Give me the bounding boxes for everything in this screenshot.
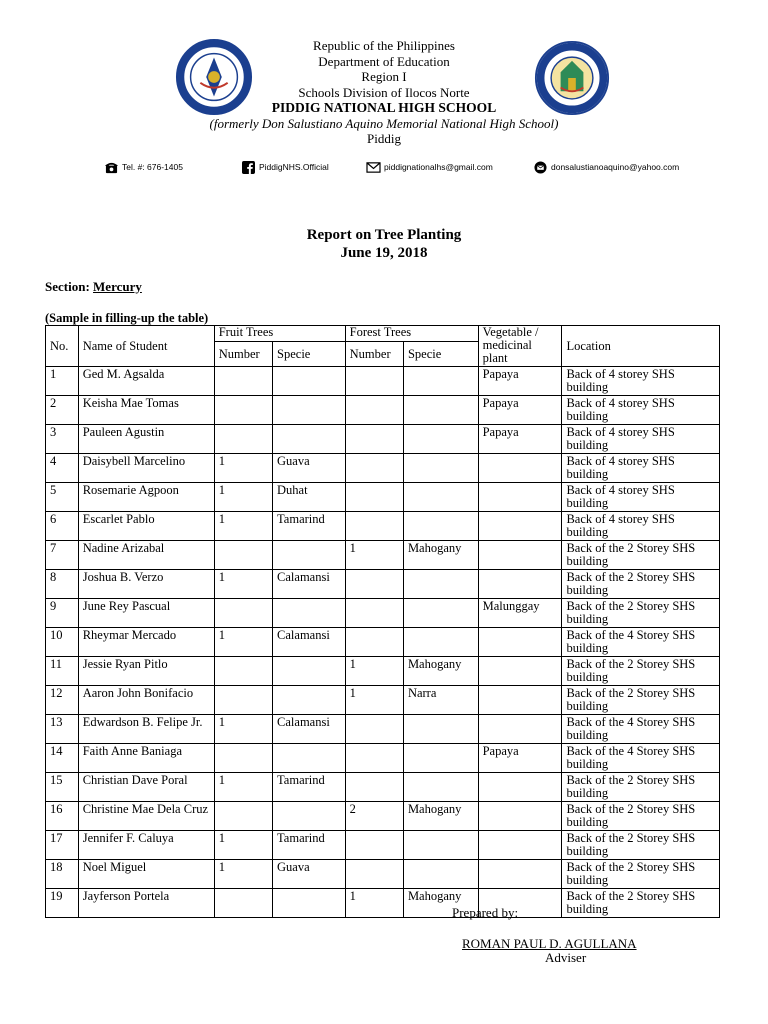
- cell-forest-number: [345, 831, 403, 860]
- cell-vegetable: [478, 860, 562, 889]
- cell-fruit-number: 1: [214, 831, 272, 860]
- preparer-name: ROMAN PAUL D. AGULLANA: [462, 936, 637, 951]
- contact-facebook: [241, 158, 329, 176]
- header-forest-trees: Forest Trees: [345, 326, 478, 342]
- header-line-region: Region I: [361, 69, 407, 84]
- table-row: [46, 831, 720, 860]
- cell-fruit-number: 1: [214, 570, 272, 599]
- cell-fruit-number: [214, 599, 272, 628]
- header-line-department: Department of Education: [318, 53, 450, 69]
- cell-name: Jessie Ryan Pitlo: [78, 657, 214, 686]
- cell-name: Edwardson B. Felipe Jr.: [78, 715, 214, 744]
- cell-no: 7: [46, 541, 79, 570]
- cell-name: Aaron John Bonifacio: [78, 686, 214, 715]
- table-row: [46, 686, 720, 715]
- table-row: [46, 889, 720, 918]
- cell-fruit-specie: Guava: [273, 454, 346, 483]
- cell-no: 17: [46, 831, 79, 860]
- header-fruit-trees: Fruit Trees: [214, 326, 345, 342]
- cell-location: Back of the 4 Storey SHS building: [562, 715, 720, 744]
- facebook-icon: [241, 161, 256, 174]
- cell-name: Nadine Arizabal: [78, 541, 214, 570]
- table-row: [46, 541, 720, 570]
- cell-fruit-number: [214, 657, 272, 686]
- cell-forest-number: [345, 715, 403, 744]
- header-vegetable: Vegetable / medicinal plant: [478, 326, 562, 367]
- cell-vegetable: [478, 657, 562, 686]
- phone-icon: [104, 161, 119, 174]
- cell-location: Back of the 2 Storey SHS building: [562, 570, 720, 599]
- cell-location: Back of the 2 Storey SHS building: [562, 686, 720, 715]
- school-town: Piddig: [367, 131, 401, 146]
- cell-vegetable: [478, 831, 562, 860]
- table-row: [46, 657, 720, 686]
- contact-email-text: piddignationalhs@gmail.com: [384, 162, 493, 172]
- cell-name: Ged M. Agsalda: [78, 367, 214, 396]
- cell-fruit-specie: Tamarind: [273, 512, 346, 541]
- cell-forest-specie: [403, 483, 478, 512]
- table-row: [46, 483, 720, 512]
- cell-fruit-specie: [273, 802, 346, 831]
- table-row: [46, 425, 720, 454]
- cell-vegetable: [478, 454, 562, 483]
- cell-location: Back of 4 storey SHS building: [562, 483, 720, 512]
- cell-name: Rheymar Mercado: [78, 628, 214, 657]
- cell-name: Escarlet Pablo: [78, 512, 214, 541]
- table-row: [46, 744, 720, 773]
- cell-fruit-specie: Calamansi: [273, 628, 346, 657]
- cell-forest-specie: Mahogany: [403, 541, 478, 570]
- cell-vegetable: [478, 570, 562, 599]
- cell-no: 1: [46, 367, 79, 396]
- cell-no: 4: [46, 454, 79, 483]
- cell-fruit-number: [214, 802, 272, 831]
- cell-location: Back of 4 storey SHS building: [562, 454, 720, 483]
- cell-no: 6: [46, 512, 79, 541]
- cell-vegetable: [478, 715, 562, 744]
- cell-name: Daisybell Marcelino: [78, 454, 214, 483]
- table-row: [46, 454, 720, 483]
- cell-fruit-specie: Calamansi: [273, 570, 346, 599]
- cell-fruit-number: 1: [214, 483, 272, 512]
- cell-name: Pauleen Agustin: [78, 425, 214, 454]
- cell-forest-specie: Mahogany: [403, 889, 478, 918]
- table-body: [46, 367, 720, 918]
- cell-fruit-specie: [273, 889, 346, 918]
- cell-fruit-specie: [273, 686, 346, 715]
- cell-location: Back of the 2 Storey SHS building: [562, 860, 720, 889]
- cell-forest-specie: [403, 715, 478, 744]
- header-forest-specie: Specie: [403, 342, 478, 367]
- letterhead: [0, 38, 768, 147]
- cell-forest-specie: [403, 396, 478, 425]
- cell-forest-number: [345, 599, 403, 628]
- cell-forest-number: [345, 454, 403, 483]
- cell-fruit-number: [214, 396, 272, 425]
- cell-forest-number: [345, 628, 403, 657]
- cell-forest-specie: [403, 512, 478, 541]
- section-value: Mercury: [93, 279, 142, 294]
- cell-no: 15: [46, 773, 79, 802]
- cell-no: 19: [46, 889, 79, 918]
- table-row: [46, 802, 720, 831]
- contact-facebook-text: PiddigNHS.Official: [259, 162, 329, 172]
- yahoo-icon: [533, 161, 548, 174]
- cell-forest-specie: [403, 860, 478, 889]
- table-row: [46, 367, 720, 396]
- cell-vegetable: [478, 686, 562, 715]
- cell-no: 9: [46, 599, 79, 628]
- cell-fruit-specie: Tamarind: [273, 773, 346, 802]
- cell-no: 16: [46, 802, 79, 831]
- cell-no: 13: [46, 715, 79, 744]
- cell-forest-specie: [403, 367, 478, 396]
- report-title-line: Report on Tree Planting: [306, 227, 462, 243]
- cell-fruit-number: [214, 889, 272, 918]
- cell-vegetable: Papaya: [478, 396, 562, 425]
- contact-phone: [104, 158, 183, 176]
- cell-name: Keisha Mae Tomas: [78, 396, 214, 425]
- cell-fruit-specie: [273, 744, 346, 773]
- cell-fruit-number: [214, 686, 272, 715]
- cell-forest-number: 1: [345, 657, 403, 686]
- cell-forest-number: [345, 860, 403, 889]
- cell-forest-specie: Mahogany: [403, 802, 478, 831]
- cell-location: Back of the 2 Storey SHS building: [562, 831, 720, 860]
- cell-no: 8: [46, 570, 79, 599]
- cell-no: 14: [46, 744, 79, 773]
- header-line-division: Schools Division of Ilocos Norte: [298, 84, 470, 100]
- cell-forest-specie: [403, 454, 478, 483]
- cell-fruit-number: [214, 744, 272, 773]
- cell-location: Back of the 4 Storey SHS building: [562, 628, 720, 657]
- cell-forest-number: [345, 367, 403, 396]
- school-former-name: (formerly Don Salustiano Aquino Memorial National High School): [209, 115, 559, 131]
- cell-location: Back of the 2 Storey SHS building: [562, 541, 720, 570]
- header-location: Location: [562, 326, 720, 367]
- cell-fruit-specie: [273, 367, 346, 396]
- cell-location: Back of 4 storey SHS building: [562, 425, 720, 454]
- prepared-by-label: Prepared by:: [452, 905, 519, 920]
- section-label: Section:: [45, 279, 90, 294]
- cell-vegetable: Malunggay: [478, 599, 562, 628]
- cell-forest-number: [345, 396, 403, 425]
- cell-name: Jayferson Portela: [78, 889, 214, 918]
- contact-phone-text: Tel. #: 676-1405: [122, 162, 183, 172]
- cell-location: Back of the 2 Storey SHS building: [562, 599, 720, 628]
- cell-location: Back of the 2 Storey SHS building: [562, 773, 720, 802]
- cell-vegetable: Papaya: [478, 367, 562, 396]
- cell-fruit-number: 1: [214, 860, 272, 889]
- header-fruit-number: Number: [214, 342, 272, 367]
- cell-forest-specie: [403, 425, 478, 454]
- cell-forest-number: [345, 425, 403, 454]
- cell-no: 11: [46, 657, 79, 686]
- cell-no: 5: [46, 483, 79, 512]
- cell-name: Christian Dave Poral: [78, 773, 214, 802]
- cell-fruit-number: [214, 541, 272, 570]
- cell-fruit-number: 1: [214, 773, 272, 802]
- cell-fruit-specie: Duhat: [273, 483, 346, 512]
- cell-name: Faith Anne Baniaga: [78, 744, 214, 773]
- cell-fruit-number: 1: [214, 628, 272, 657]
- cell-location: Back of the 2 Storey SHS building: [562, 657, 720, 686]
- section-field: [45, 279, 142, 295]
- cell-vegetable: [478, 541, 562, 570]
- cell-vegetable: Papaya: [478, 425, 562, 454]
- cell-fruit-specie: Tamarind: [273, 831, 346, 860]
- cell-no: 10: [46, 628, 79, 657]
- cell-forest-specie: Narra: [403, 686, 478, 715]
- cell-vegetable: [478, 628, 562, 657]
- contact-yahoo-text: donsalustianoaquino@yahoo.com: [551, 162, 680, 172]
- cell-no: 18: [46, 860, 79, 889]
- cell-vegetable: [478, 773, 562, 802]
- cell-forest-number: 1: [345, 541, 403, 570]
- cell-vegetable: [478, 802, 562, 831]
- cell-vegetable: [478, 483, 562, 512]
- table-row: [46, 715, 720, 744]
- header-fruit-specie: Specie: [273, 342, 346, 367]
- cell-name: Jennifer F. Caluya: [78, 831, 214, 860]
- cell-vegetable: Papaya: [478, 744, 562, 773]
- cell-fruit-specie: Guava: [273, 860, 346, 889]
- cell-no: 3: [46, 425, 79, 454]
- email-icon: [366, 161, 381, 174]
- cell-name: Noel Miguel: [78, 860, 214, 889]
- school-name: PIDDIG NATIONAL HIGH SCHOOL: [271, 100, 497, 115]
- cell-no: 12: [46, 686, 79, 715]
- table-row: [46, 512, 720, 541]
- table-row: [46, 628, 720, 657]
- cell-forest-number: [345, 744, 403, 773]
- cell-fruit-specie: [273, 599, 346, 628]
- cell-fruit-specie: Calamansi: [273, 715, 346, 744]
- sample-note: (Sample in filling-up the table): [45, 311, 209, 325]
- contact-yahoo: [533, 158, 679, 176]
- cell-forest-number: [345, 773, 403, 802]
- cell-name: Joshua B. Verzo: [78, 570, 214, 599]
- cell-forest-specie: [403, 628, 478, 657]
- cell-forest-number: 1: [345, 889, 403, 918]
- report-date: June 19, 2018: [340, 245, 428, 261]
- cell-fruit-number: 1: [214, 715, 272, 744]
- cell-fruit-number: [214, 367, 272, 396]
- cell-fruit-specie: [273, 541, 346, 570]
- cell-fruit-specie: [273, 425, 346, 454]
- header-no: No.: [46, 326, 79, 367]
- cell-forest-specie: Mahogany: [403, 657, 478, 686]
- preparer-position: Adviser: [545, 950, 587, 965]
- cell-fruit-specie: [273, 396, 346, 425]
- header-name: Name of Student: [78, 326, 214, 367]
- cell-forest-specie: [403, 831, 478, 860]
- cell-forest-number: 2: [345, 802, 403, 831]
- cell-forest-specie: [403, 744, 478, 773]
- cell-forest-specie: [403, 599, 478, 628]
- table-row: [46, 396, 720, 425]
- cell-forest-number: [345, 512, 403, 541]
- cell-fruit-number: 1: [214, 512, 272, 541]
- report-title: [0, 226, 768, 262]
- cell-location: Back of 4 storey SHS building: [562, 396, 720, 425]
- tree-planting-table: [45, 325, 720, 918]
- cell-location: Back of 4 storey SHS building: [562, 367, 720, 396]
- cell-location: Back of the 2 Storey SHS building: [562, 802, 720, 831]
- cell-forest-number: [345, 483, 403, 512]
- contact-email: [366, 158, 493, 176]
- table-row: [46, 773, 720, 802]
- cell-fruit-number: 1: [214, 454, 272, 483]
- cell-name: Christine Mae Dela Cruz: [78, 802, 214, 831]
- table-row: [46, 599, 720, 628]
- header-forest-number: Number: [345, 342, 403, 367]
- cell-forest-number: [345, 570, 403, 599]
- cell-name: Rosemarie Agpoon: [78, 483, 214, 512]
- cell-fruit-number: [214, 425, 272, 454]
- cell-location: Back of 4 storey SHS building: [562, 512, 720, 541]
- table-row: [46, 570, 720, 599]
- cell-forest-number: 1: [345, 686, 403, 715]
- cell-no: 2: [46, 396, 79, 425]
- cell-fruit-specie: [273, 657, 346, 686]
- header-line-republic: Republic of the Philippines: [313, 38, 455, 53]
- table-row: [46, 860, 720, 889]
- cell-forest-specie: [403, 570, 478, 599]
- cell-vegetable: [478, 512, 562, 541]
- cell-location: Back of the 4 Storey SHS building: [562, 744, 720, 773]
- cell-name: June Rey Pascual: [78, 599, 214, 628]
- cell-location: Back of the 2 Storey SHS building: [562, 889, 720, 918]
- cell-forest-specie: [403, 773, 478, 802]
